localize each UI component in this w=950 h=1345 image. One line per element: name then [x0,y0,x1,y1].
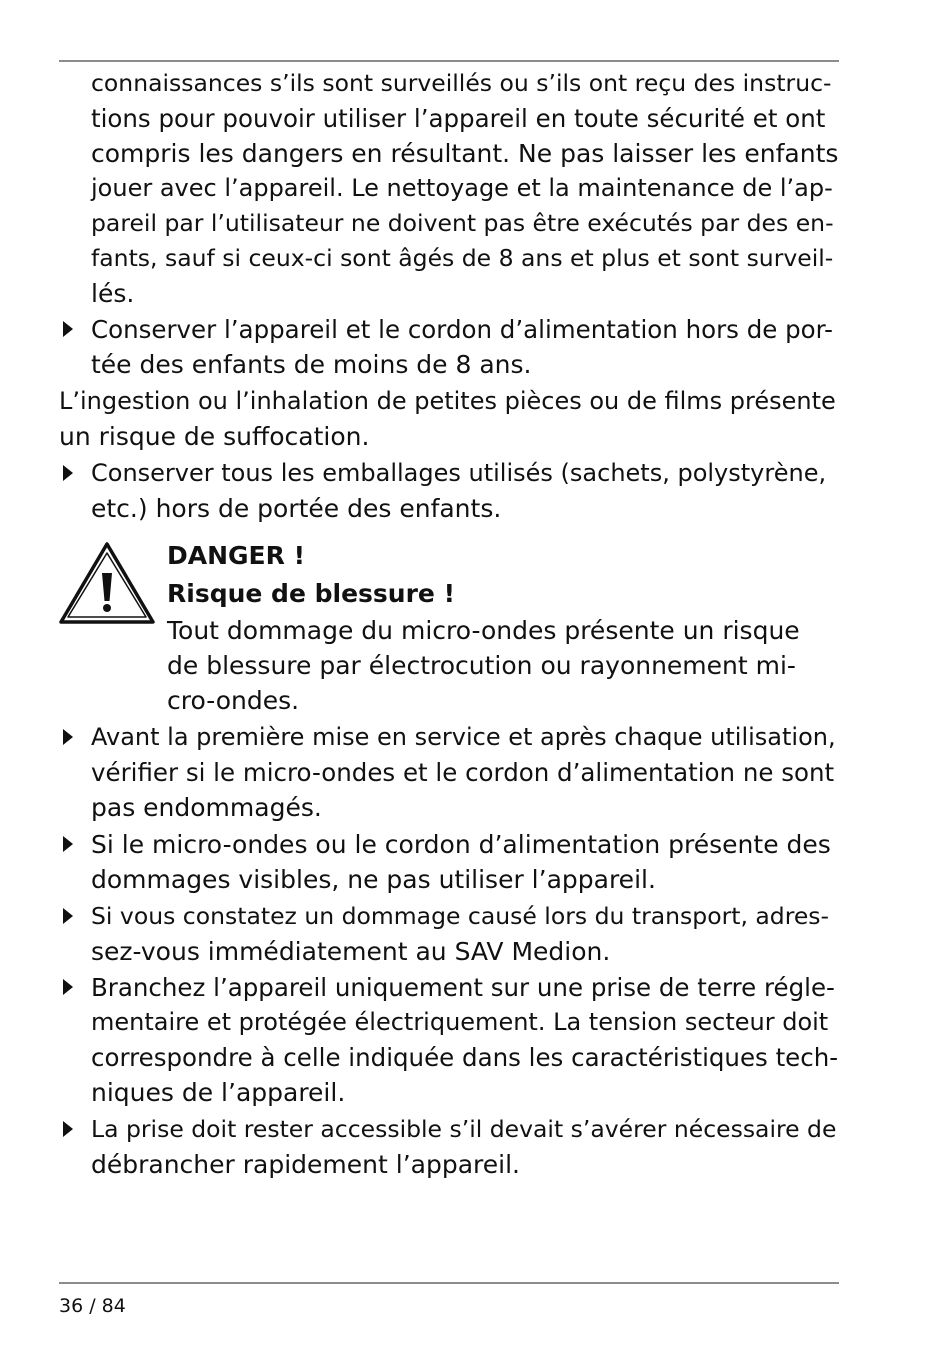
page-number: 36 / 84 [59,1295,126,1317]
bullet-6-line: niques de l’appareil. [91,1078,346,1107]
intro-line: pareil par l’utilisateur ne doivent pas être exécutés par des en- [91,209,834,237]
footer-rule [59,1282,839,1284]
bullet-arrow-icon [63,1121,73,1137]
bullet-5-line: sez-vous immédiatement au SAV Medion. [91,937,611,966]
bullet-5-line: Si vous constatez un dommage causé lors du transport, adres- [91,902,830,930]
bullet-3-line: vérifier si le micro-ondes et le cordon d’alimentation ne sont [91,758,835,787]
bullet-2-line: Conserver tous les emballages utilisés (sachets, polystyrène, [91,459,827,487]
danger-subheading: Risque de blessure ! [167,579,455,608]
bullet-3-line: Avant la première mise en service et après chaque utilisation, [91,723,836,751]
bullet-4-line: dommages visibles, ne pas utiliser l’appareil. [91,865,656,894]
bullet-7-line: débrancher rapidement l’appareil. [91,1150,520,1179]
bullet-3-line: pas endommagés. [91,793,322,822]
intro-line: compris les dangers en résultant. Ne pas laisser les enfants [91,139,839,168]
suffocation-line: un risque de suffocation. [59,422,370,451]
bullet-arrow-icon [63,979,73,995]
bullet-4-line: Si le micro-ondes ou le cordon d’alimentation présente des [91,830,831,859]
intro-line: fants, sauf si ceux-ci sont âgés de 8 ans et plus et sont surveil- [91,244,834,272]
bullet-2-line: etc.) hors de portée des enfants. [91,494,502,523]
bullet-7-line: La prise doit rester accessible s’il devait s’avérer nécessaire de [91,1115,837,1143]
bullet-6-line: correspondre à celle indiquée dans les caractéristiques tech- [91,1043,839,1072]
intro-line: jouer avec l’appareil. Le nettoyage et la maintenance de l’ap- [91,174,833,202]
intro-line: lés. [91,279,135,308]
bullet-arrow-icon [63,836,73,852]
bullet-arrow-icon [63,465,73,481]
top-rule [59,60,839,62]
bullet-6-line: mentaire et protégée électriquement. La tension secteur doit [91,1008,829,1036]
intro-line: tions pour pouvoir utiliser l’appareil en toute sécurité et ont [91,104,826,133]
bullet-1-line: tée des enfants de moins de 8 ans. [91,350,532,379]
intro-line: connaissances s’ils sont surveillés ou s’ils ont reçu des instruc- [91,69,832,97]
bullet-6-line: Branchez l’appareil uniquement sur une prise de terre régle- [91,973,835,1002]
bullet-arrow-icon [63,908,73,924]
bullet-arrow-icon [63,321,73,337]
danger-text-line: Tout dommage du micro-ondes présente un risque [167,616,800,645]
warning-triangle-icon [58,541,156,625]
bullet-1-line: Conserver l’appareil et le cordon d’alimentation hors de por- [91,315,834,344]
danger-heading: DANGER ! [167,541,305,570]
bullet-arrow-icon [63,729,73,745]
suffocation-line: L’ingestion ou l’inhalation de petites pièces ou de films présente [59,387,836,415]
danger-text-line: cro-ondes. [167,686,300,715]
danger-text-line: de blessure par électrocution ou rayonnement mi- [167,651,796,680]
